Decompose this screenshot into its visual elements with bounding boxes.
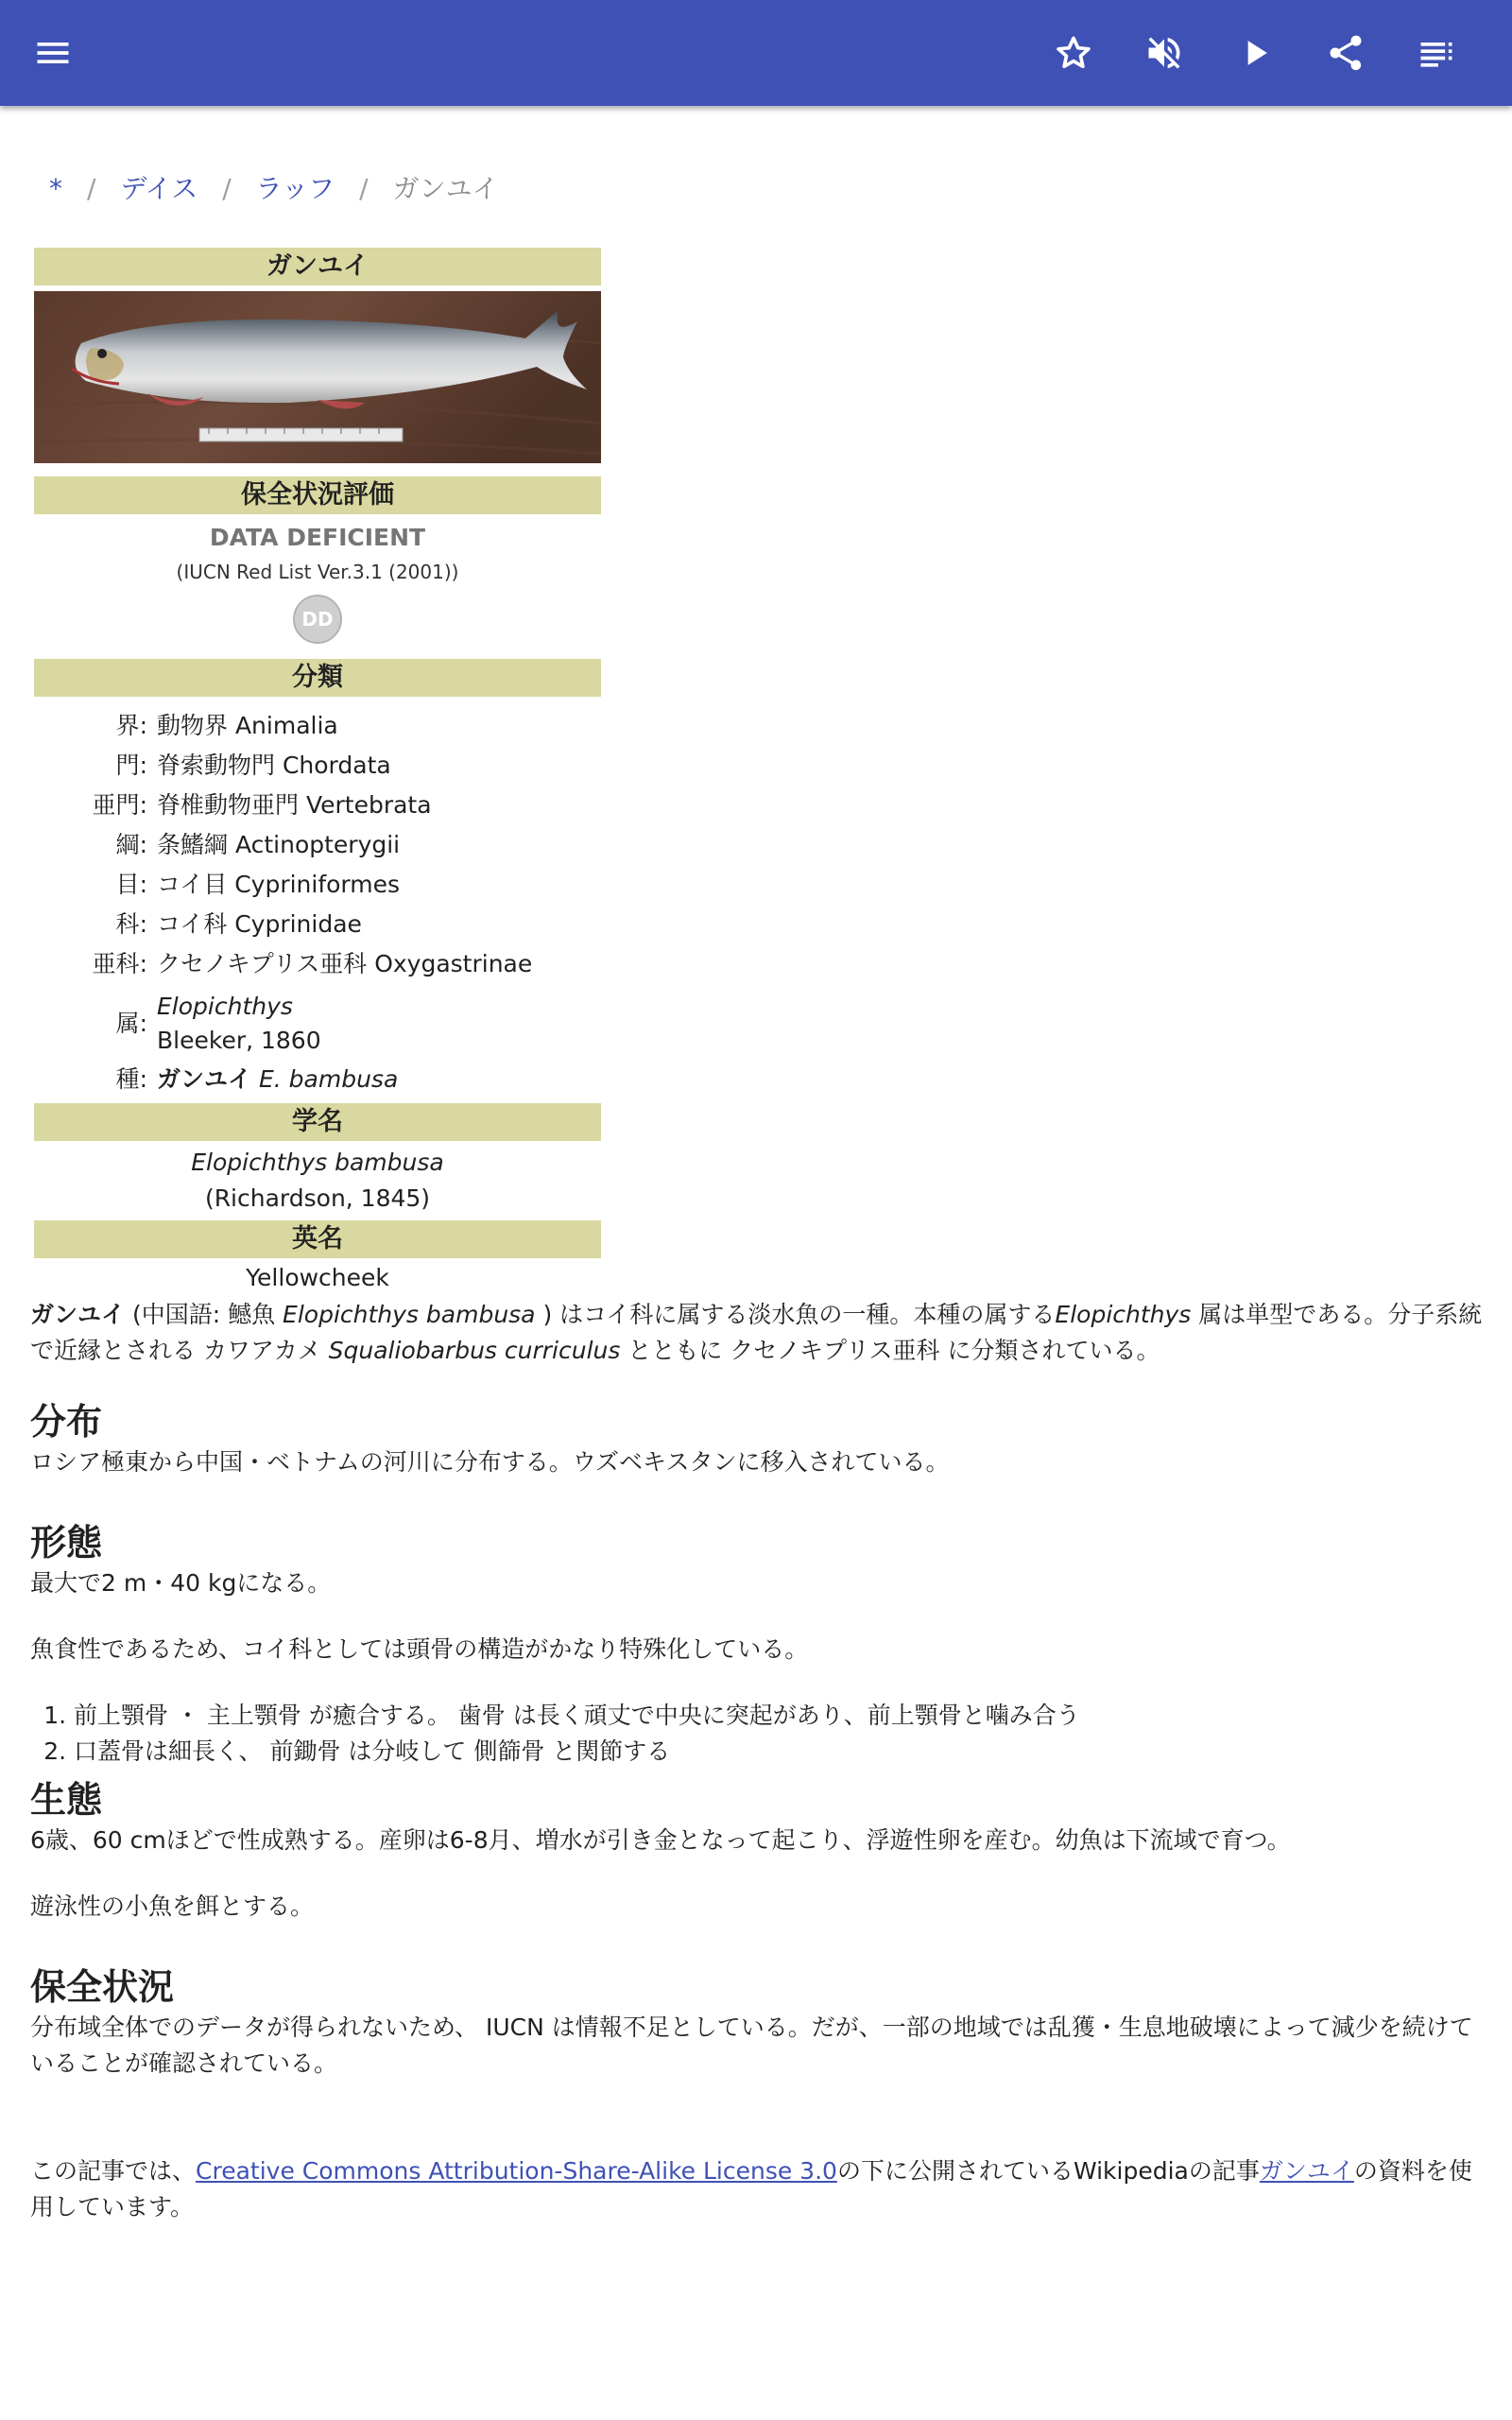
play-button[interactable] [1227, 25, 1283, 81]
rank-value: コイ科 Cyprinidae [157, 910, 362, 938]
list-item: 2. 口蓋骨は細長く、 前鋤骨 は分岐して 側篩骨 と関節する [74, 1734, 1486, 1770]
breadcrumb [49, 168, 499, 206]
share-icon [1325, 32, 1366, 74]
taxonomy-row [34, 944, 601, 984]
rank-value: 脊索動物門 Chordata [157, 752, 391, 779]
taxonomy-row-species [34, 1060, 601, 1099]
section-text: 分布域全体でのデータが得られないため、 IUCN は情報不足としている。だが、一部の地域では乱獲・生息地破壊によって減少を続けていることが確認されている。 [30, 2014, 1473, 2077]
infobox-title: ガンユイ [34, 248, 601, 285]
taxonomy-row [34, 746, 601, 786]
volume-off-icon [1143, 32, 1185, 74]
scientific-name-header: 学名 [34, 1103, 601, 1141]
rank-label: 門: [115, 752, 147, 779]
license-notice: この記事では、Creative Commons Attribution-Share-Alike License 3.0の下に公開されているWikipediaの記事ガンユイの資料を使用しています。 [30, 2157, 1472, 2221]
scientific-name [34, 1145, 601, 1217]
english-name-header: 英名 [34, 1220, 601, 1258]
source-article-link[interactable]: ガンユイ [1259, 2157, 1354, 2185]
scientific-name-author: (Richardson, 1845) [204, 1184, 431, 1212]
genus-name: Elopichthys [157, 993, 293, 1020]
article-intro: ガンユイ (中国語: 鳡魚 Elopichthys bambusa ) はコイ科に属する淡水魚の一種。本種の属するElopichthys 属は単型である。分子系統で近縁とされる カワアカメ Squaliobarbus curriculus とともに クセノキプリス亜科 に分類されている。 [30, 1301, 1483, 1364]
bookmark-button[interactable] [1045, 25, 1102, 81]
section-text: 最大で2 m・40 kgになる。 [30, 1569, 332, 1597]
section-text: ロシア極東から中国・ベトナムの河川に分布する。ウズベキスタンに移入されている。 [30, 1448, 950, 1476]
rank-value: 動物界 Animalia [157, 712, 338, 739]
rank-label: 亜科: [92, 950, 147, 977]
rank-label: 綱: [115, 831, 147, 858]
breadcrumb-item-home[interactable]: * [49, 173, 62, 204]
rank-label: 科: [115, 910, 147, 938]
section-text: 遊泳性の小魚を餌とする。 [30, 1893, 315, 1920]
contents-button[interactable] [1408, 25, 1465, 81]
species-name-sci: E. bambusa [258, 1065, 399, 1093]
star-icon [1053, 32, 1094, 74]
list-icon [1416, 32, 1457, 74]
conservation-header: 保全状況評価 [34, 476, 601, 514]
menu-icon [32, 32, 74, 74]
genus-author: Bleeker, 1860 [157, 1027, 321, 1054]
rank-value: クセノキプリス亜科 Oxygastrinae [157, 950, 533, 977]
section-text: 6歳、60 cmほどで性成熟する。産卵は6-8月、増水が引き金となって起こり、浮遊性卵を産む。幼魚は下流域で育つ。 [30, 1826, 1291, 1854]
rank-label: 種: [115, 1065, 147, 1093]
rank-value: コイ目 Cypriniformes [157, 871, 401, 898]
section-heading: 保全状況 [30, 1966, 175, 2008]
taxonomy-row [34, 865, 601, 905]
section-morphology [30, 1520, 1486, 1770]
taxonomy-row [34, 905, 601, 944]
section-heading: 生態 [30, 1779, 103, 1821]
section-distribution [30, 1399, 1486, 1480]
section-ecology [30, 1777, 1486, 1925]
breadcrumb-separator: / [87, 173, 96, 204]
license-link[interactable]: Creative Commons Attribution-Share-Alike License 3.0 [196, 2157, 837, 2185]
section-text: 魚食性であるため、コイ科としては頭骨の構造がかなり特殊化している。 [30, 1635, 809, 1663]
rank-label: 属 : [115, 1010, 147, 1037]
breadcrumb-item-raffu[interactable]: ラッフ [255, 173, 335, 204]
iucn-reference: (IUCN Red List Ver.3.1 (2001)) [176, 561, 459, 583]
scientific-name-text: Elopichthys bambusa [191, 1149, 444, 1176]
infobox [34, 248, 601, 1298]
menu-button[interactable] [25, 25, 81, 81]
list-item: 1. 前上顎骨 ・ 主上顎骨 が癒合する。 歯骨 は長く頑丈で中央に突起があり、前上顎骨と噛み合う [74, 1698, 1486, 1734]
morphology-list [30, 1698, 1486, 1770]
play-icon [1234, 32, 1276, 74]
mute-button[interactable] [1136, 25, 1193, 81]
intro-title: ガンユイ [30, 1301, 126, 1328]
section-conservation [30, 1964, 1486, 2082]
rank-label: 亜門: [92, 791, 147, 819]
rank-label: 目: [115, 871, 147, 898]
conservation-status: DATA DEFICIENT [209, 524, 426, 551]
breadcrumb-current: ガンユイ [392, 173, 499, 204]
section-heading: 分布 [30, 1401, 103, 1443]
breadcrumb-separator: / [222, 173, 232, 204]
taxonomy-row-genus [34, 984, 601, 1060]
breadcrumb-separator: / [359, 173, 369, 204]
rank-value: 条鰭綱 Actinopterygii [157, 831, 401, 858]
fish-photo[interactable] [34, 291, 601, 463]
app-bar [0, 0, 1512, 106]
rank-value: 脊椎動物亜門 Vertebrata [157, 791, 432, 819]
share-button[interactable] [1317, 25, 1374, 81]
rank-label: 界: [115, 712, 147, 739]
section-heading: 形態 [30, 1522, 103, 1564]
taxonomy-row [34, 786, 601, 825]
species-name-jp: ガンユイ [157, 1065, 252, 1093]
taxonomy-row [34, 825, 601, 865]
taxonomy-header: 分類 [34, 659, 601, 697]
dd-status-badge: DD [293, 595, 342, 644]
english-name: Yellowcheek [246, 1264, 389, 1291]
taxonomy-row [34, 706, 601, 746]
taxonomy-table [34, 706, 601, 1099]
breadcrumb-item-deisu[interactable]: デイス [120, 173, 198, 204]
